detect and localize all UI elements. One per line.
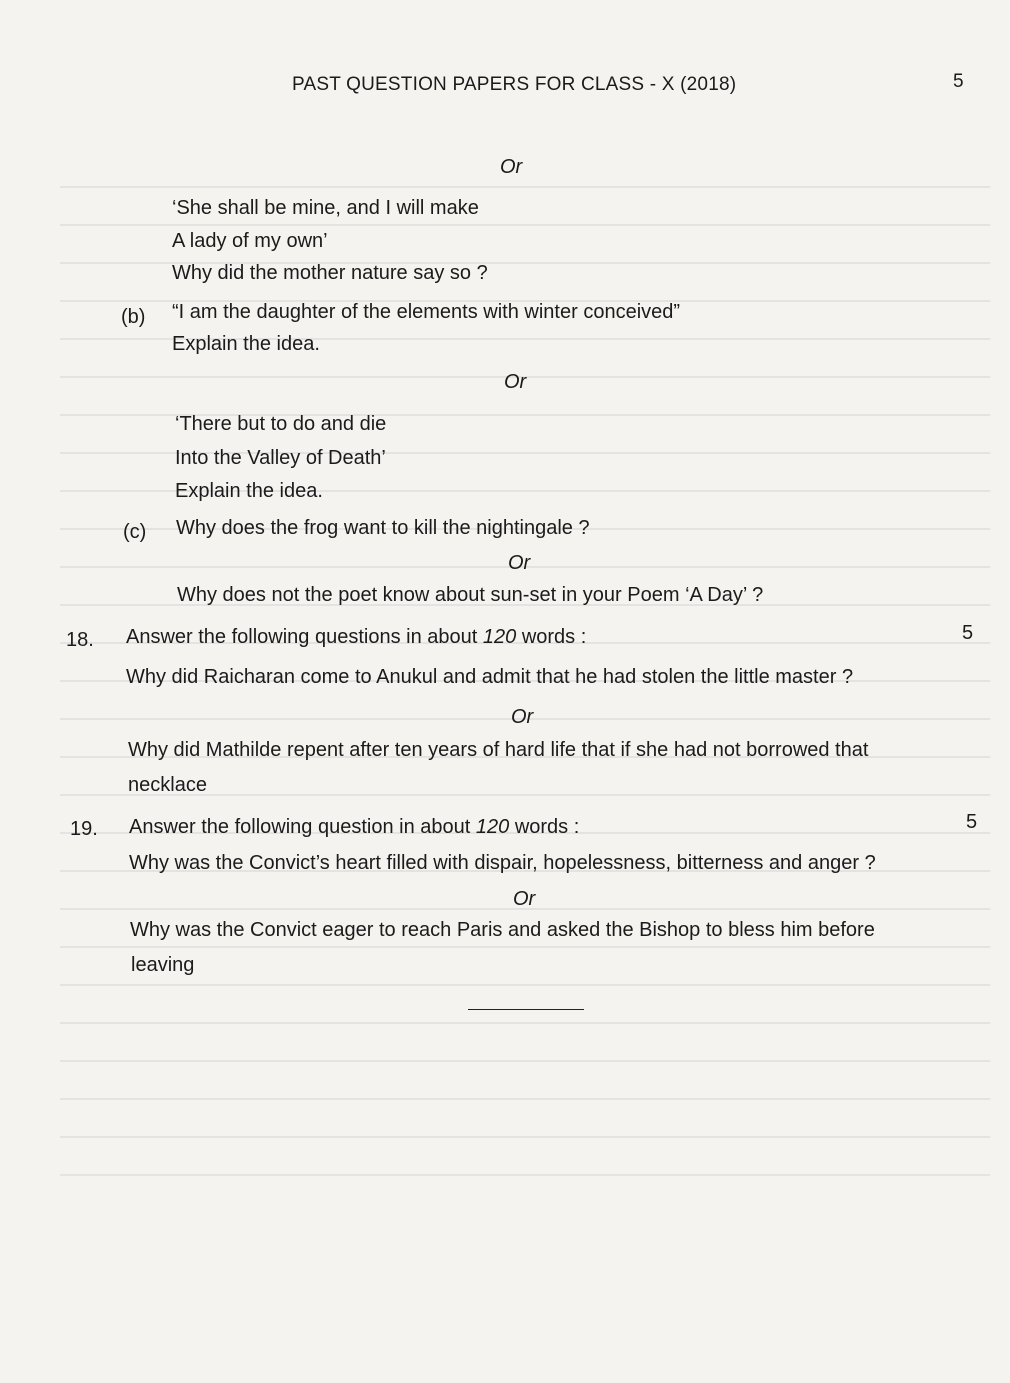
sub-question-label: (c) bbox=[123, 521, 147, 543]
question-text: Why was the Convict’s heart filled with dispair, hopelessness, bitterness and anger ? bbox=[129, 852, 876, 874]
or-divider: Or bbox=[500, 156, 523, 178]
poem-line: ‘There but to do and die bbox=[175, 413, 387, 435]
question-text: Why does not the poet know about sun-set in your Poem ‘A Day’ ? bbox=[177, 584, 764, 606]
question-number: 18. bbox=[66, 629, 94, 651]
page-header-title: PAST QUESTION PAPERS FOR CLASS - X (2018) bbox=[292, 74, 737, 95]
question-text: Why did Raicharan come to Anukul and admit that he had stolen the little master ? bbox=[126, 666, 854, 688]
question-text: Why was the Convict eager to reach Paris and asked the Bishop to bless him before bbox=[130, 919, 875, 941]
question-instruction: Answer the following questions in about 120 words : bbox=[126, 626, 587, 648]
marks: 5 bbox=[962, 622, 974, 644]
question-text: Why did the mother nature say so ? bbox=[172, 262, 488, 284]
poem-line: Into the Valley of Death’ bbox=[175, 447, 386, 469]
question-text: Why does the frog want to kill the nightingale ? bbox=[176, 517, 590, 539]
question-text: Explain the idea. bbox=[172, 333, 320, 355]
poem-line: A lady of my own’ bbox=[172, 230, 328, 252]
end-rule bbox=[468, 1009, 584, 1010]
page-number: 5 bbox=[953, 71, 964, 92]
or-divider: Or bbox=[513, 888, 536, 910]
or-divider: Or bbox=[511, 706, 534, 728]
question-text: Why did Mathilde repent after ten years of hard life that if she had not borrowed that bbox=[128, 739, 869, 761]
marks: 5 bbox=[966, 811, 978, 833]
question-text: Explain the idea. bbox=[175, 480, 323, 502]
or-divider: Or bbox=[508, 552, 531, 574]
question-number: 19. bbox=[70, 818, 98, 840]
question-text: necklace bbox=[128, 774, 207, 796]
question-instruction: Answer the following question in about 120 words : bbox=[129, 816, 580, 838]
question-text: leaving bbox=[131, 954, 195, 976]
sub-question-label: (b) bbox=[121, 306, 146, 328]
poem-line: ‘She shall be mine, and I will make bbox=[172, 197, 479, 219]
or-divider: Or bbox=[504, 371, 527, 393]
question-text: “I am the daughter of the elements with winter conceived” bbox=[172, 301, 681, 323]
